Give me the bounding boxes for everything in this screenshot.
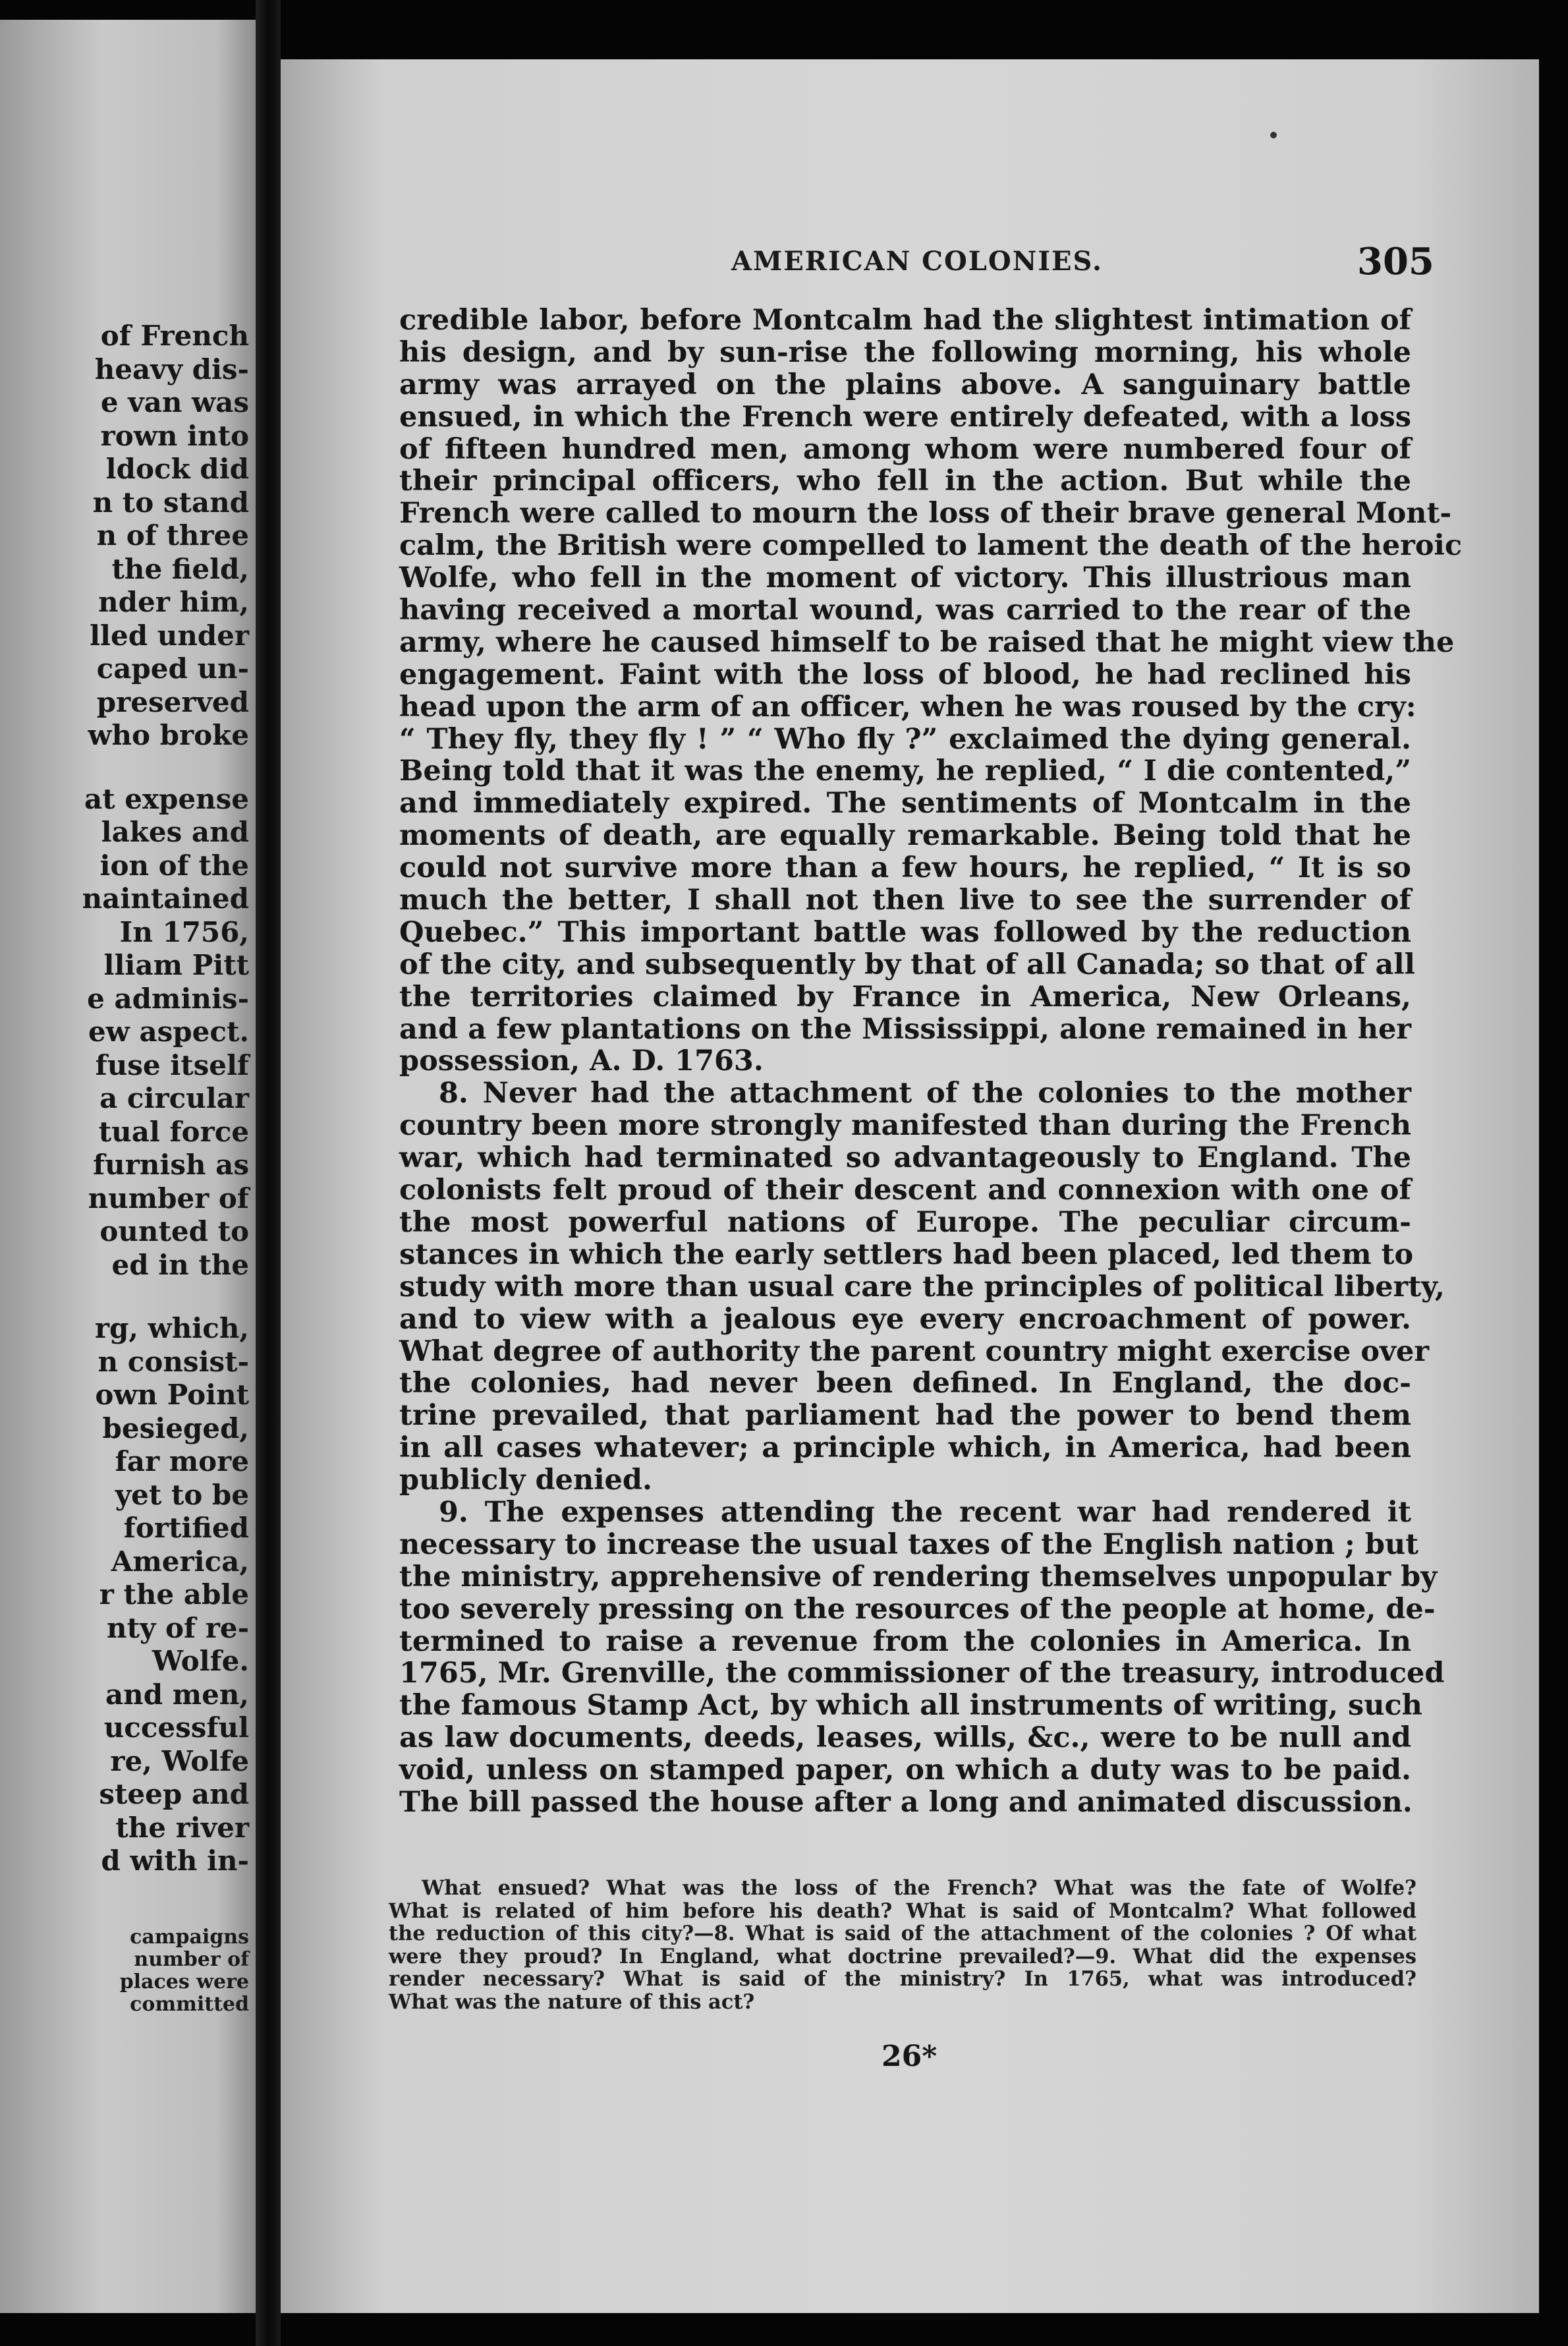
- left-page-line: rg, which,: [94, 1312, 249, 1344]
- book-gutter: [256, 0, 281, 2346]
- review-questions: [389, 1877, 1416, 2013]
- left-page-line: naintained: [82, 882, 249, 915]
- left-page-line: lakes and: [101, 816, 249, 848]
- body-line: country been more strongly manifested than during the French: [399, 1109, 1411, 1143]
- left-page-line: the river: [115, 1811, 249, 1844]
- left-page-line: number of: [134, 1948, 249, 1971]
- left-page-line: committed: [130, 1993, 249, 2016]
- body-line: of fifteen hundred men, among whom were numbered four of: [399, 432, 1411, 466]
- left-page-line: places were: [119, 1970, 249, 1993]
- body-line: publicly denied.: [399, 1464, 652, 1497]
- body-line: trine prevailed, that parliament had the power to bend them: [399, 1399, 1411, 1433]
- body-line: possession, A. D. 1763.: [399, 1044, 764, 1078]
- left-page-line: e van was: [100, 386, 249, 418]
- body-line: credible labor, before Montcalm had the slightest intimation of: [399, 304, 1411, 337]
- body-text: [399, 304, 1463, 1819]
- body-line: The bill passed the house after a long and animated discussion.: [399, 1785, 1413, 1819]
- left-page-line: who broke: [88, 719, 249, 751]
- body-line: moments of death, are equally remarkable. Being told that he: [399, 819, 1411, 853]
- left-page-line: uccessful: [103, 1711, 249, 1744]
- body-line: having received a mortal wound, was carried to the rear of the: [399, 594, 1411, 627]
- body-line: 9. The expenses attending the recent war had rendered it: [439, 1495, 1411, 1529]
- left-page-line: caped un-: [96, 652, 249, 685]
- left-page-line: preserved: [96, 685, 249, 718]
- body-line: the colonies, had never been defined. In England, the doc-: [399, 1367, 1411, 1400]
- left-facing-page: [0, 20, 256, 2313]
- question-line: What ensued? What was the loss of the French? What was the fate of Wolfe?: [422, 1876, 1416, 1900]
- left-page-line: n to stand: [92, 486, 249, 519]
- body-line: stances in which the early settlers had been placed, led them to: [399, 1238, 1414, 1271]
- left-page-line: e adminis-: [87, 982, 249, 1015]
- body-line: necessary to increase the usual taxes of the English nation ; but: [399, 1528, 1419, 1561]
- body-line: 1765, Mr. Grenville, the commissioner of the treasury, introduced: [399, 1657, 1445, 1690]
- left-page-line: ew aspect.: [88, 1016, 249, 1048]
- body-line: much the better, I shall not then live to see the surrender of: [399, 884, 1411, 917]
- body-line: ensued, in which the French were entirely defeated, with a loss: [399, 400, 1411, 434]
- body-line: French were called to mourn the loss of their brave general Mont-: [399, 497, 1452, 530]
- body-line: and immediately expired. The sentiments of Montcalm in the: [399, 787, 1411, 820]
- body-line: army was arrayed on the plains above. A sanguinary battle: [399, 368, 1411, 401]
- page-number: 305: [1357, 240, 1434, 283]
- left-page-line: besieged,: [102, 1412, 249, 1445]
- body-line: the famous Stamp Act, by which all instruments of writing, such: [399, 1689, 1422, 1723]
- left-page-line: re, Wolfe: [110, 1744, 249, 1777]
- body-line: of the city, and subsequently by that of all Canada; so that of all: [399, 948, 1415, 981]
- body-line: colonists felt proud of their descent and connexion with one of: [399, 1174, 1411, 1207]
- left-page-footnote: [0, 1926, 249, 2016]
- left-page-line: d with in-: [101, 1845, 249, 1877]
- left-page-line: fortified: [123, 1512, 249, 1544]
- left-page-line: yet to be: [115, 1478, 249, 1511]
- left-page-line: ion of the: [99, 849, 249, 882]
- left-page-line: lled under: [90, 619, 249, 652]
- body-line: 8. Never had the attachment of the colonies to the mother: [439, 1077, 1411, 1110]
- left-page-line: number of: [88, 1182, 249, 1215]
- question-line: render necessary? What is said of the ministry? In 1765, what was introduced?: [389, 1967, 1416, 1991]
- left-page-line: rown into: [100, 419, 249, 452]
- speck-mark: [1270, 132, 1277, 138]
- signature-mark: 26*: [882, 2040, 938, 2073]
- question-line: the reduction of this city?—8. What is said of the attachment of the colonies ? Of what: [389, 1922, 1416, 1945]
- body-line: and to view with a jealous eye every encroachment of power.: [399, 1302, 1411, 1336]
- body-line: Quebec.” This important battle was followed by the reduction: [399, 915, 1411, 949]
- body-line: head upon the arm of an officer, when he was roused by the cry:: [399, 690, 1416, 724]
- body-line: What degree of authority the parent country might exercise over: [399, 1334, 1430, 1368]
- left-page-line: ed in the: [111, 1248, 249, 1281]
- body-line: war, which had terminated so advantageously to England. The: [399, 1141, 1411, 1175]
- left-page-line: furnish as: [93, 1149, 249, 1181]
- left-page-line: campaigns: [130, 1926, 249, 1949]
- question-line: were they proud? In England, what doctrine prevailed?—9. What did the expenses: [389, 1944, 1416, 1968]
- left-page-line: fuse itself: [95, 1048, 249, 1081]
- body-line: and a few plantations on the Mississippi, alone remained in her: [399, 1012, 1411, 1046]
- left-page-line: ldock did: [105, 453, 249, 485]
- left-page-line: n consist-: [98, 1345, 249, 1378]
- left-page-line: steep and: [99, 1778, 249, 1810]
- question-line: What was the nature of this act?: [389, 1989, 755, 2014]
- left-page-line: and men,: [105, 1678, 249, 1711]
- left-page-line: a circular: [99, 1082, 249, 1114]
- left-page-line: Wolfe.: [152, 1645, 249, 1677]
- left-page-line: far more: [115, 1445, 249, 1477]
- question-line: What is related of him before his death? What is said of Montcalm? What followed: [389, 1899, 1416, 1923]
- body-line: army, where he caused himself to be raised that he might view the: [399, 625, 1455, 659]
- body-line: his design, and by sun-rise the following morning, his whole: [399, 335, 1411, 369]
- body-line: too severely pressing on the resources of the people at home, de-: [399, 1592, 1436, 1626]
- left-page-line: ounted to: [99, 1215, 249, 1247]
- body-line: termined to raise a revenue from the colonies in America. In: [399, 1624, 1411, 1658]
- left-page-line: tual force: [98, 1115, 249, 1148]
- body-line: the ministry, apprehensive of rendering themselves unpopular by: [399, 1560, 1438, 1593]
- body-line: calm, the British were compelled to lament the death of the heroic: [399, 529, 1463, 563]
- left-page-line: at expense: [84, 782, 249, 815]
- left-page-line: r the able: [99, 1578, 249, 1611]
- body-line: their principal officers, who fell in the action. But while the: [399, 465, 1411, 498]
- running-head: AMERICAN COLONIES.: [731, 246, 1103, 277]
- body-line: could not survive more than a few hours, he replied, “ It is so: [399, 851, 1411, 885]
- left-page-line: heavy dis-: [94, 353, 249, 386]
- body-line: “ They fly, they fly ! ” “ Who fly ?” exclaimed the dying general.: [399, 722, 1411, 756]
- body-line: study with more than usual care the principles of political liberty,: [399, 1270, 1445, 1303]
- left-page-line: America,: [111, 1545, 249, 1578]
- left-page-line: n of three: [96, 519, 249, 552]
- left-page-line: own Point: [95, 1379, 249, 1411]
- left-page-line: lliam Pitt: [103, 949, 249, 981]
- left-page-line: the field,: [111, 552, 249, 585]
- body-line: the most powerful nations of Europe. The peculiar circum-: [399, 1205, 1411, 1239]
- body-line: void, unless on stamped paper, on which a duty was to be paid.: [399, 1754, 1411, 1787]
- body-line: in all cases whatever; a principle which, in America, had been: [399, 1431, 1411, 1465]
- left-page-line: nder him,: [98, 586, 249, 618]
- body-line: as law documents, deeds, leases, wills, &c., were to be null and: [399, 1721, 1411, 1755]
- left-page-line: In 1756,: [119, 915, 249, 948]
- left-page-line: of French: [100, 320, 249, 352]
- body-line: engagement. Faint with the loss of blood, he had reclined his: [399, 658, 1411, 691]
- left-page-text: [0, 320, 249, 1878]
- left-page-line: nty of re-: [107, 1611, 249, 1644]
- body-line: Being told that it was the enemy, he replied, “ I die contented,”: [399, 755, 1411, 788]
- body-line: Wolfe, who fell in the moment of victory. This illustrious man: [399, 561, 1411, 595]
- body-line: the territories claimed by France in America, New Orleans,: [399, 980, 1411, 1014]
